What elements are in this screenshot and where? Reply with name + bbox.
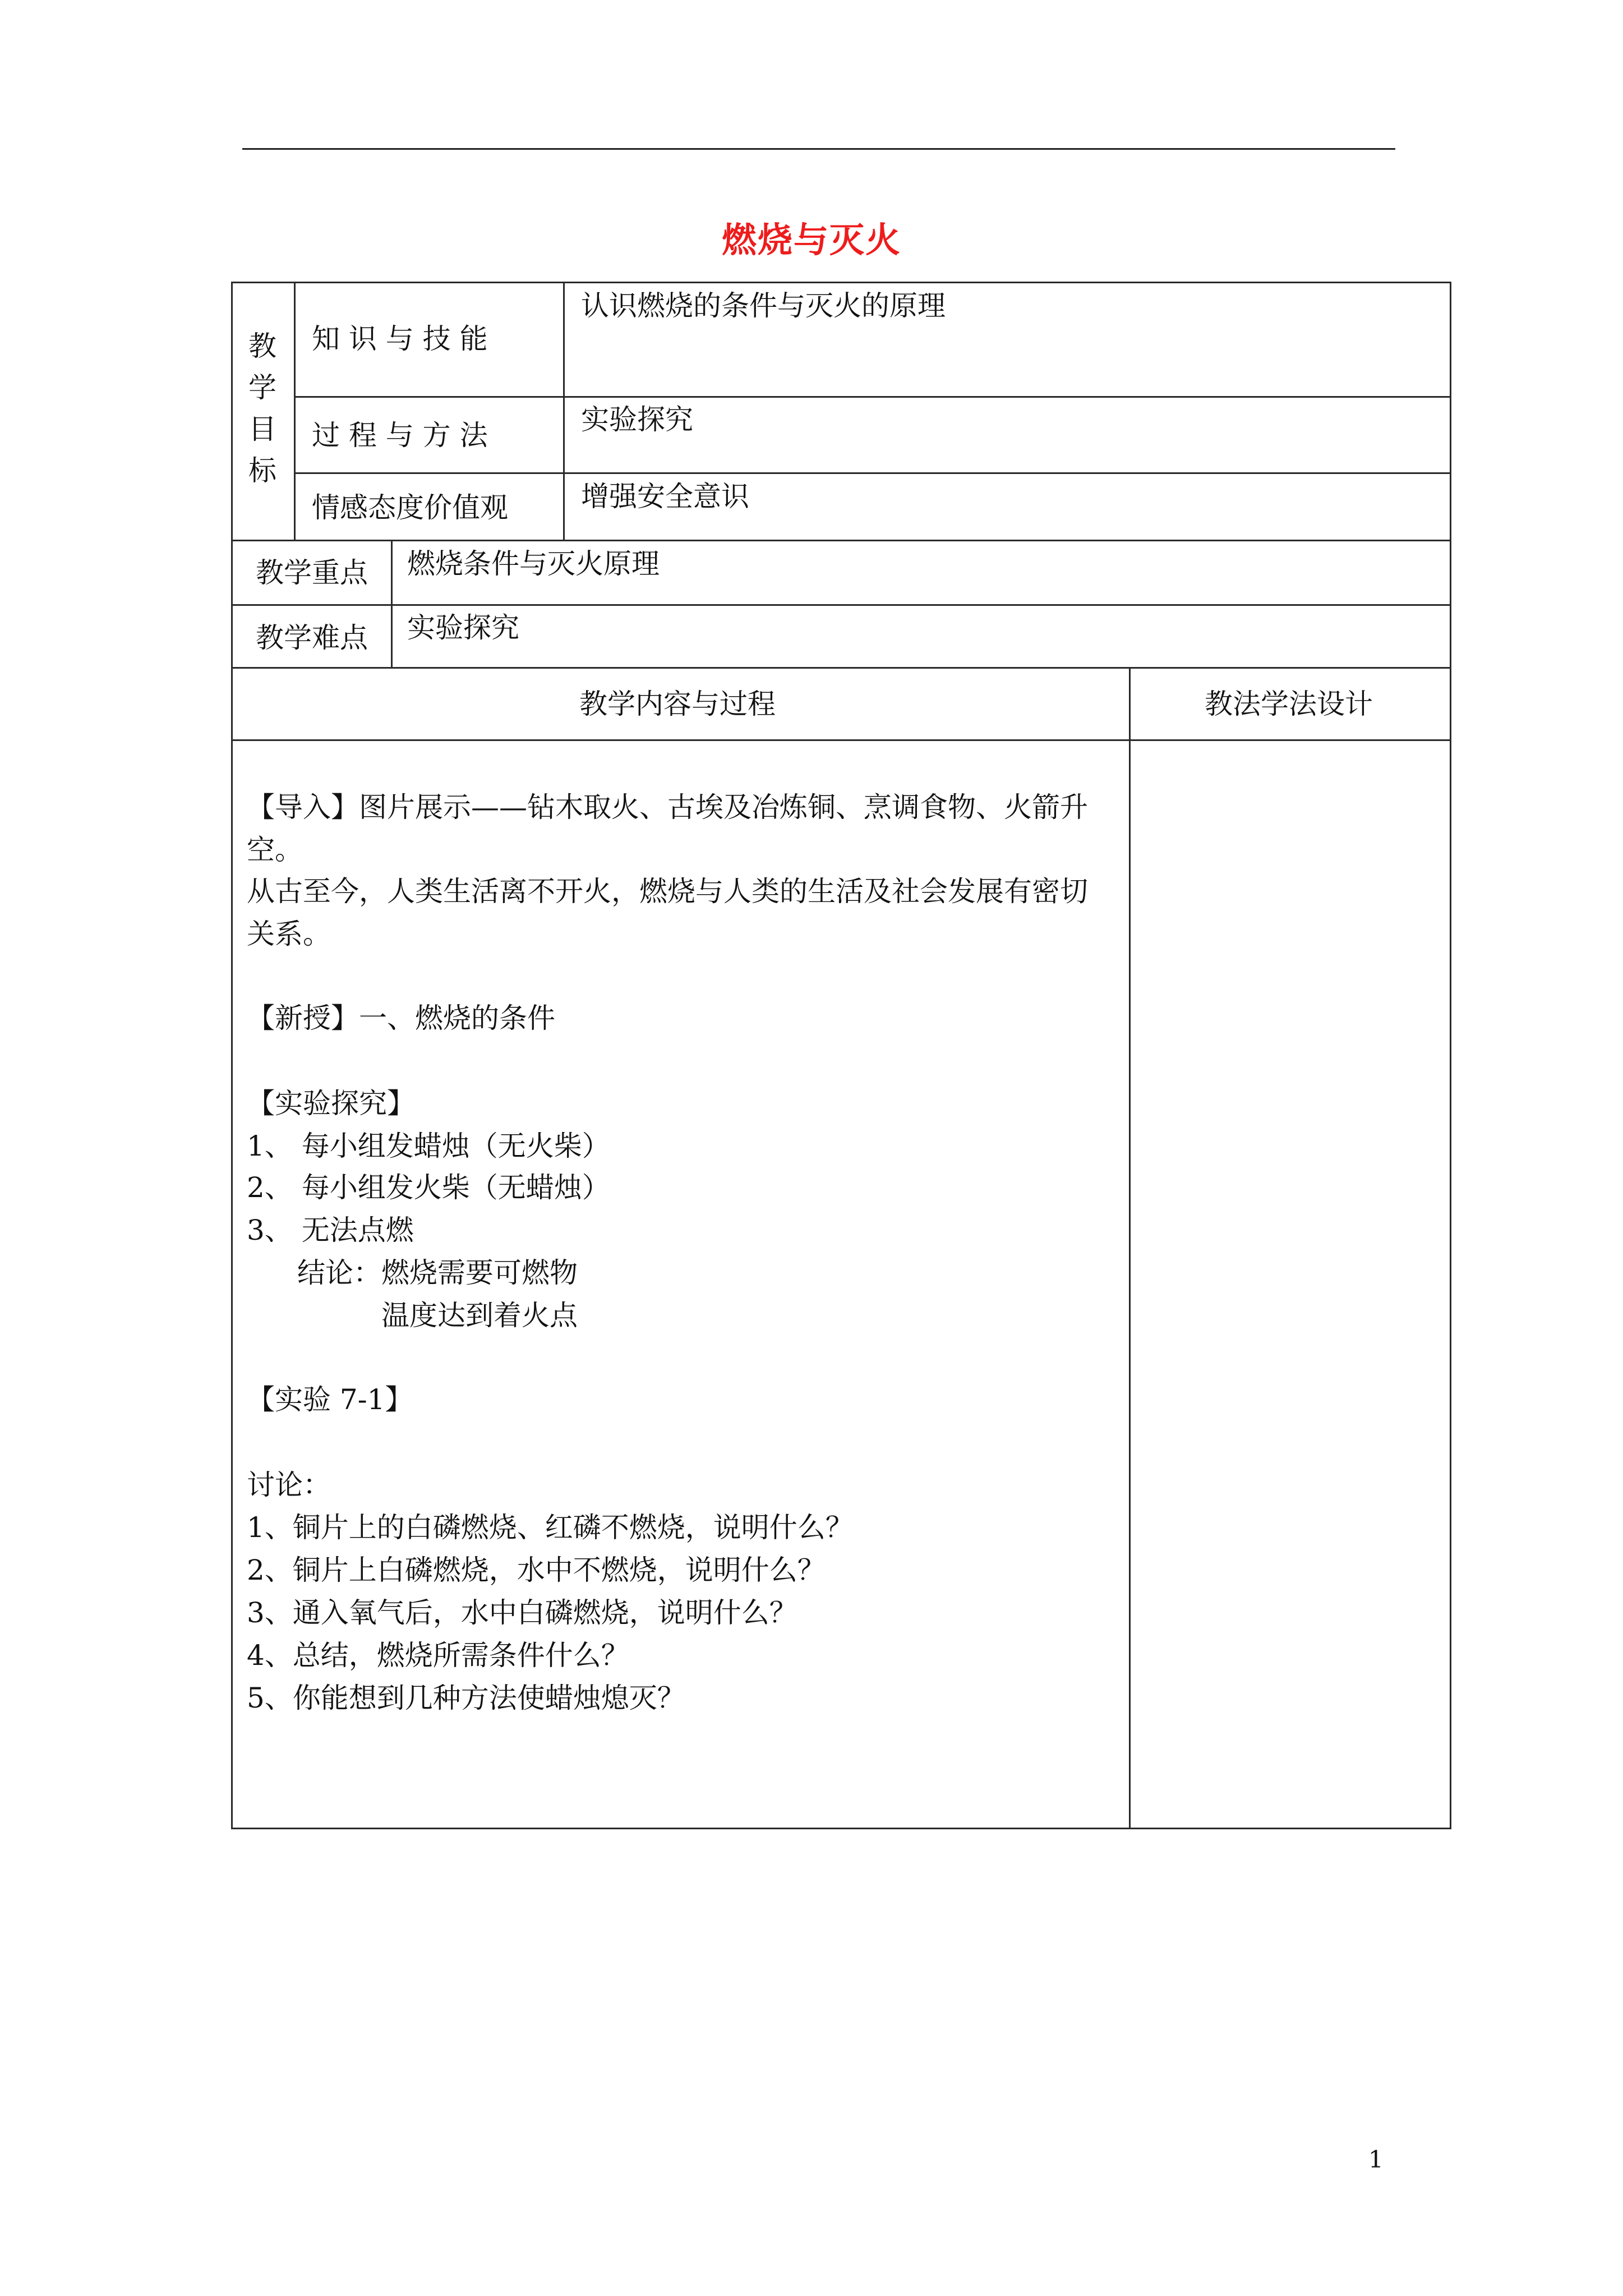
difficulty-content: 实验探究: [407, 611, 519, 644]
table-rule: [391, 540, 393, 669]
page-title: 燃烧与灭火: [721, 219, 901, 260]
body-line: 从古至今，人类生活离不开火，燃烧与人类的生活及社会发展有密切: [247, 875, 1088, 908]
body-line: 【实验探究】: [247, 1087, 415, 1120]
key-point-label: 教学重点: [256, 556, 368, 589]
table-rule: [294, 472, 1451, 474]
page-number: 1: [1368, 2146, 1384, 2173]
body-line: 讨论：: [247, 1469, 331, 1501]
objective-label-attitude: 情感态度价值观: [312, 491, 508, 524]
body-line: 【导入】图片展示——钻木取火、古埃及冶炼铜、烹调食物、火箭升: [247, 791, 1088, 823]
objectives-label-char: 目: [248, 413, 276, 445]
body-line: 3、通入氧气后，水中白磷燃烧，说明什么？: [247, 1596, 797, 1629]
objective-label-knowledge: 知 识 与 技 能: [312, 323, 488, 355]
body-line: 3、 无法点燃: [247, 1214, 414, 1246]
body-line: 4、总结，燃烧所需条件什么？: [247, 1639, 629, 1672]
key-point-content: 燃烧条件与灭火原理: [407, 547, 660, 580]
content-column-header: 教学内容与过程: [579, 688, 776, 720]
table-rule: [563, 282, 565, 541]
table-rule: [1129, 667, 1131, 1829]
objectives-label: [246, 325, 279, 491]
objectives-label-char: 标: [248, 454, 276, 487]
objective-content-attitude: 增强安全意识: [581, 480, 749, 513]
body-line: 2、铜片上白磷燃烧，水中不燃烧，说明什么？: [247, 1554, 826, 1586]
table-rule: [231, 540, 1451, 541]
difficulty-label: 教学难点: [256, 622, 368, 654]
table-rule: [231, 282, 1451, 283]
body-line: 结论：燃烧需要可燃物: [297, 1257, 578, 1289]
table-rule: [231, 739, 1451, 741]
table-rule: [231, 667, 1451, 669]
objective-label-process: 过 程 与 方 法: [312, 419, 488, 452]
body-line: 关系。: [247, 918, 331, 950]
header-rule: [242, 148, 1395, 150]
table-rule: [294, 282, 296, 541]
body-line: 【实验 7-1】: [247, 1383, 413, 1416]
body-line: 温度达到着火点: [381, 1299, 578, 1332]
table-rule: [231, 1828, 1451, 1829]
objectives-label-char: 教: [248, 330, 276, 362]
objectives-label-char: 学: [248, 371, 276, 404]
objective-content-knowledge: 认识燃烧的条件与灭火的原理: [581, 289, 946, 322]
body-line: 5、你能想到几种方法使蜡烛熄灭？: [247, 1682, 685, 1714]
body-line: 2、 每小组发火柴（无蜡烛）: [247, 1171, 610, 1204]
table-rule: [1450, 282, 1451, 1829]
body-line: 【新授】一、燃烧的条件: [247, 1002, 555, 1034]
table-rule: [231, 604, 1451, 606]
objective-content-process: 实验探究: [581, 403, 693, 436]
design-column-header: 教法学法设计: [1205, 688, 1373, 720]
body-line: 1、铜片上的白磷燃烧、红磷不燃烧，说明什么？: [247, 1511, 854, 1544]
table-rule: [294, 396, 1451, 398]
body-line: 1、 每小组发蜡烛（无火柴）: [247, 1130, 610, 1162]
table-rule: [231, 282, 233, 1829]
body-line: 空。: [247, 834, 303, 866]
